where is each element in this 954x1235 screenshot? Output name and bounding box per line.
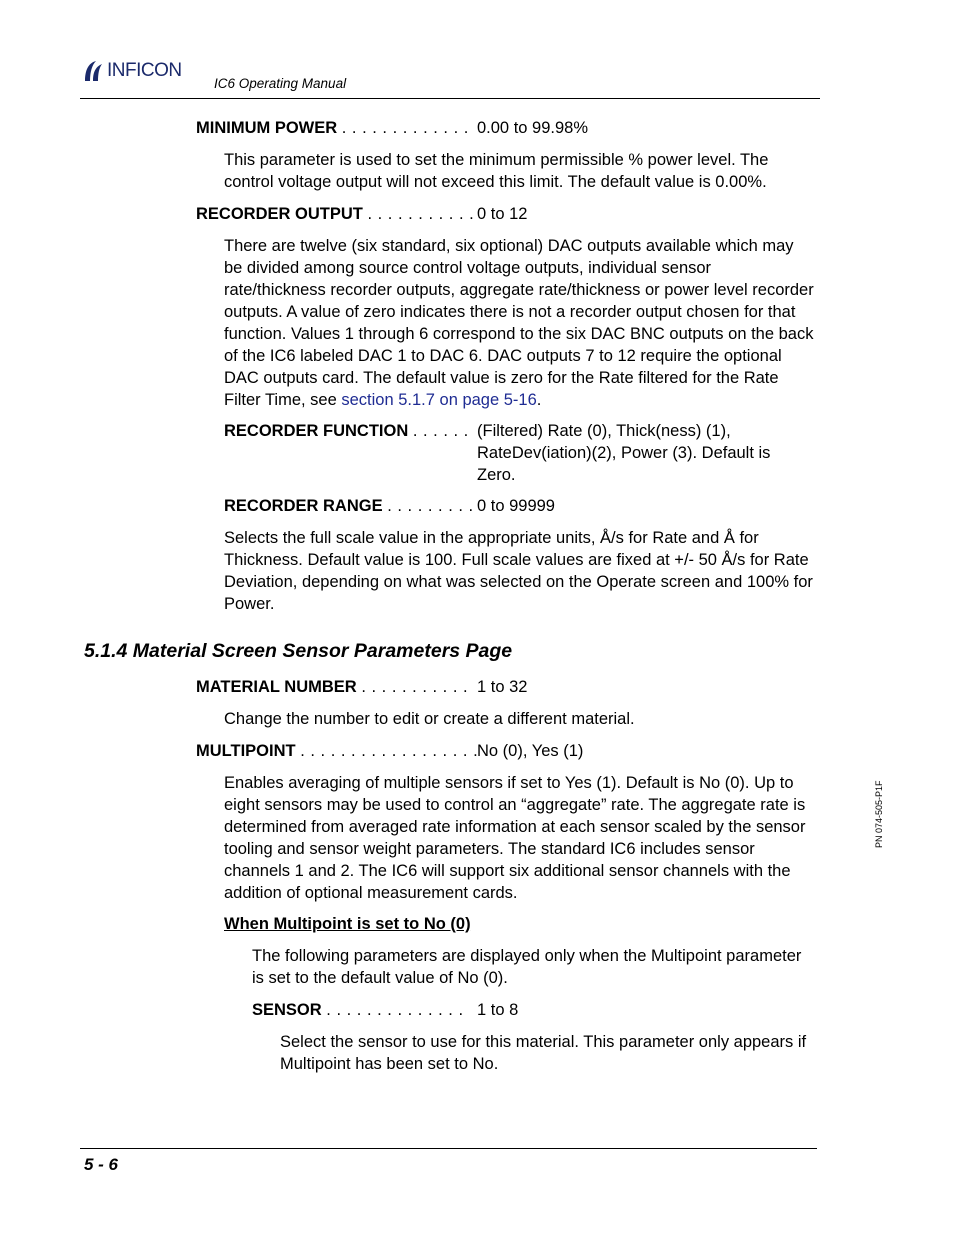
recorder-function-range: (Filtered) Rate (0), Thick(ness) (1), RateDev(iation)(2), Power (3). Default is Zero.: [477, 422, 771, 484]
sensor-leader: [252, 999, 464, 1021]
material-number-dots: . . . . . . . . . . .: [361, 678, 469, 696]
multipoint-no-description: The following parameters are displayed only when the Multipoint parameter is set to the default value of No (0).: [252, 947, 802, 987]
recorder-range-dots: . . . . . . . . .: [387, 497, 474, 515]
recorder-function-label: RECORDER FUNCTION: [224, 422, 409, 440]
recorder-output-desc-end: .: [536, 391, 542, 409]
sensor-label: SENSOR: [252, 1001, 322, 1019]
page-number: 5 - 6: [84, 1155, 119, 1174]
multipoint-description: Enables averaging of multiple sensors if set to Yes (1). Default is No (0). Up to eight sensors may be used to control an “aggregate” rate. The aggregate rate is determined from averaged rate information at each sensor scaled by the sensor tooling and sensor weight parameters. The standard IC6 includes sensor channels 1 and 2. The IC6 will support six additional sensor channels with the addition of optional measurement cards.: [224, 774, 806, 902]
recorder-output-label: RECORDER OUTPUT: [196, 205, 363, 223]
sensor-dots: . . . . . . . . . . . . . .: [326, 1001, 464, 1019]
recorder-function-leader: [224, 420, 469, 442]
logo-mark-icon: [82, 59, 104, 83]
sensor-description: Select the sensor to use for this material. This parameter only appears if Multipoint has been set to No.: [280, 1033, 807, 1073]
multipoint-dots: . . . . . . . . . . . . . . . . . .: [300, 742, 479, 760]
multipoint-leader: [196, 740, 478, 762]
recorder-output-range: 0 to 12: [477, 205, 528, 223]
part-number: PN 074-505-P1F: [874, 780, 884, 848]
minimum-power-label: MINIMUM POWER: [196, 119, 338, 137]
recorder-range-range: 0 to 99999: [477, 497, 555, 515]
page-header: [80, 58, 820, 100]
multipoint-no-heading: When Multipoint is set to No (0): [224, 915, 471, 933]
minimum-power-leader: [196, 117, 469, 139]
recorder-output-leader: [196, 203, 474, 225]
multipoint-range: No (0), Yes (1): [477, 742, 584, 760]
multipoint-label: MULTIPOINT: [196, 742, 296, 760]
recorder-output-desc-text: There are twelve (six standard, six optional) DAC outputs available which may be divided among source control voltage outputs, individual sensor rate/thickness recorder outputs, aggregate rate/thickness or power level recorder outputs. A value of zero indicates there is not a recorder output chosen for that function. Values 1 through 6 correspond to the six DAC BNC outputs on the back of the IC6 labeled DAC 1 to DAC 6. DAC outputs 7 to 12 require the optional DAC outputs card. The default value is zero for the Rate filtered for the Rate Filter Time, see: [224, 237, 814, 409]
recorder-range-leader: [224, 495, 474, 517]
footer-divider: [80, 1148, 817, 1149]
header-divider: [80, 98, 820, 99]
section-link[interactable]: section 5.1.7 on page 5-16: [341, 391, 537, 409]
recorder-range-label: RECORDER RANGE: [224, 497, 383, 515]
inficon-logo: [82, 58, 182, 84]
minimum-power-description: This parameter is used to set the minimum permissible % power level. The control voltage output will not exceed this limit. The default value is 0.00%.: [224, 151, 769, 191]
recorder-output-description: [224, 235, 816, 411]
recorder-function-dots: . . . . . .: [412, 422, 469, 440]
minimum-power-range: 0.00 to 99.98%: [477, 119, 589, 137]
material-number-description: Change the number to edit or create a different material.: [224, 710, 635, 728]
material-number-label: MATERIAL NUMBER: [196, 678, 357, 696]
minimum-power-dots: . . . . . . . . . . . . .: [341, 119, 469, 137]
manual-title: IC6 Operating Manual: [214, 76, 347, 91]
material-number-leader: [196, 676, 468, 698]
section-heading: 5.1.4 Material Screen Sensor Parameters Page: [84, 640, 513, 662]
recorder-output-dots: . . . . . . . . . . .: [367, 205, 475, 223]
logo-wordmark: INFICON: [107, 60, 182, 81]
sensor-range: 1 to 8: [477, 1001, 519, 1019]
recorder-range-description: Selects the full scale value in the appropriate units, Å/s for Rate and Å for Thickness. Default value is 100. Full scale values are fixed at +/- 50 Å/s for Rate Deviation, depending on what was selected on the Operate screen and 100% for Power.: [224, 529, 813, 613]
material-number-range: 1 to 32: [477, 678, 528, 696]
